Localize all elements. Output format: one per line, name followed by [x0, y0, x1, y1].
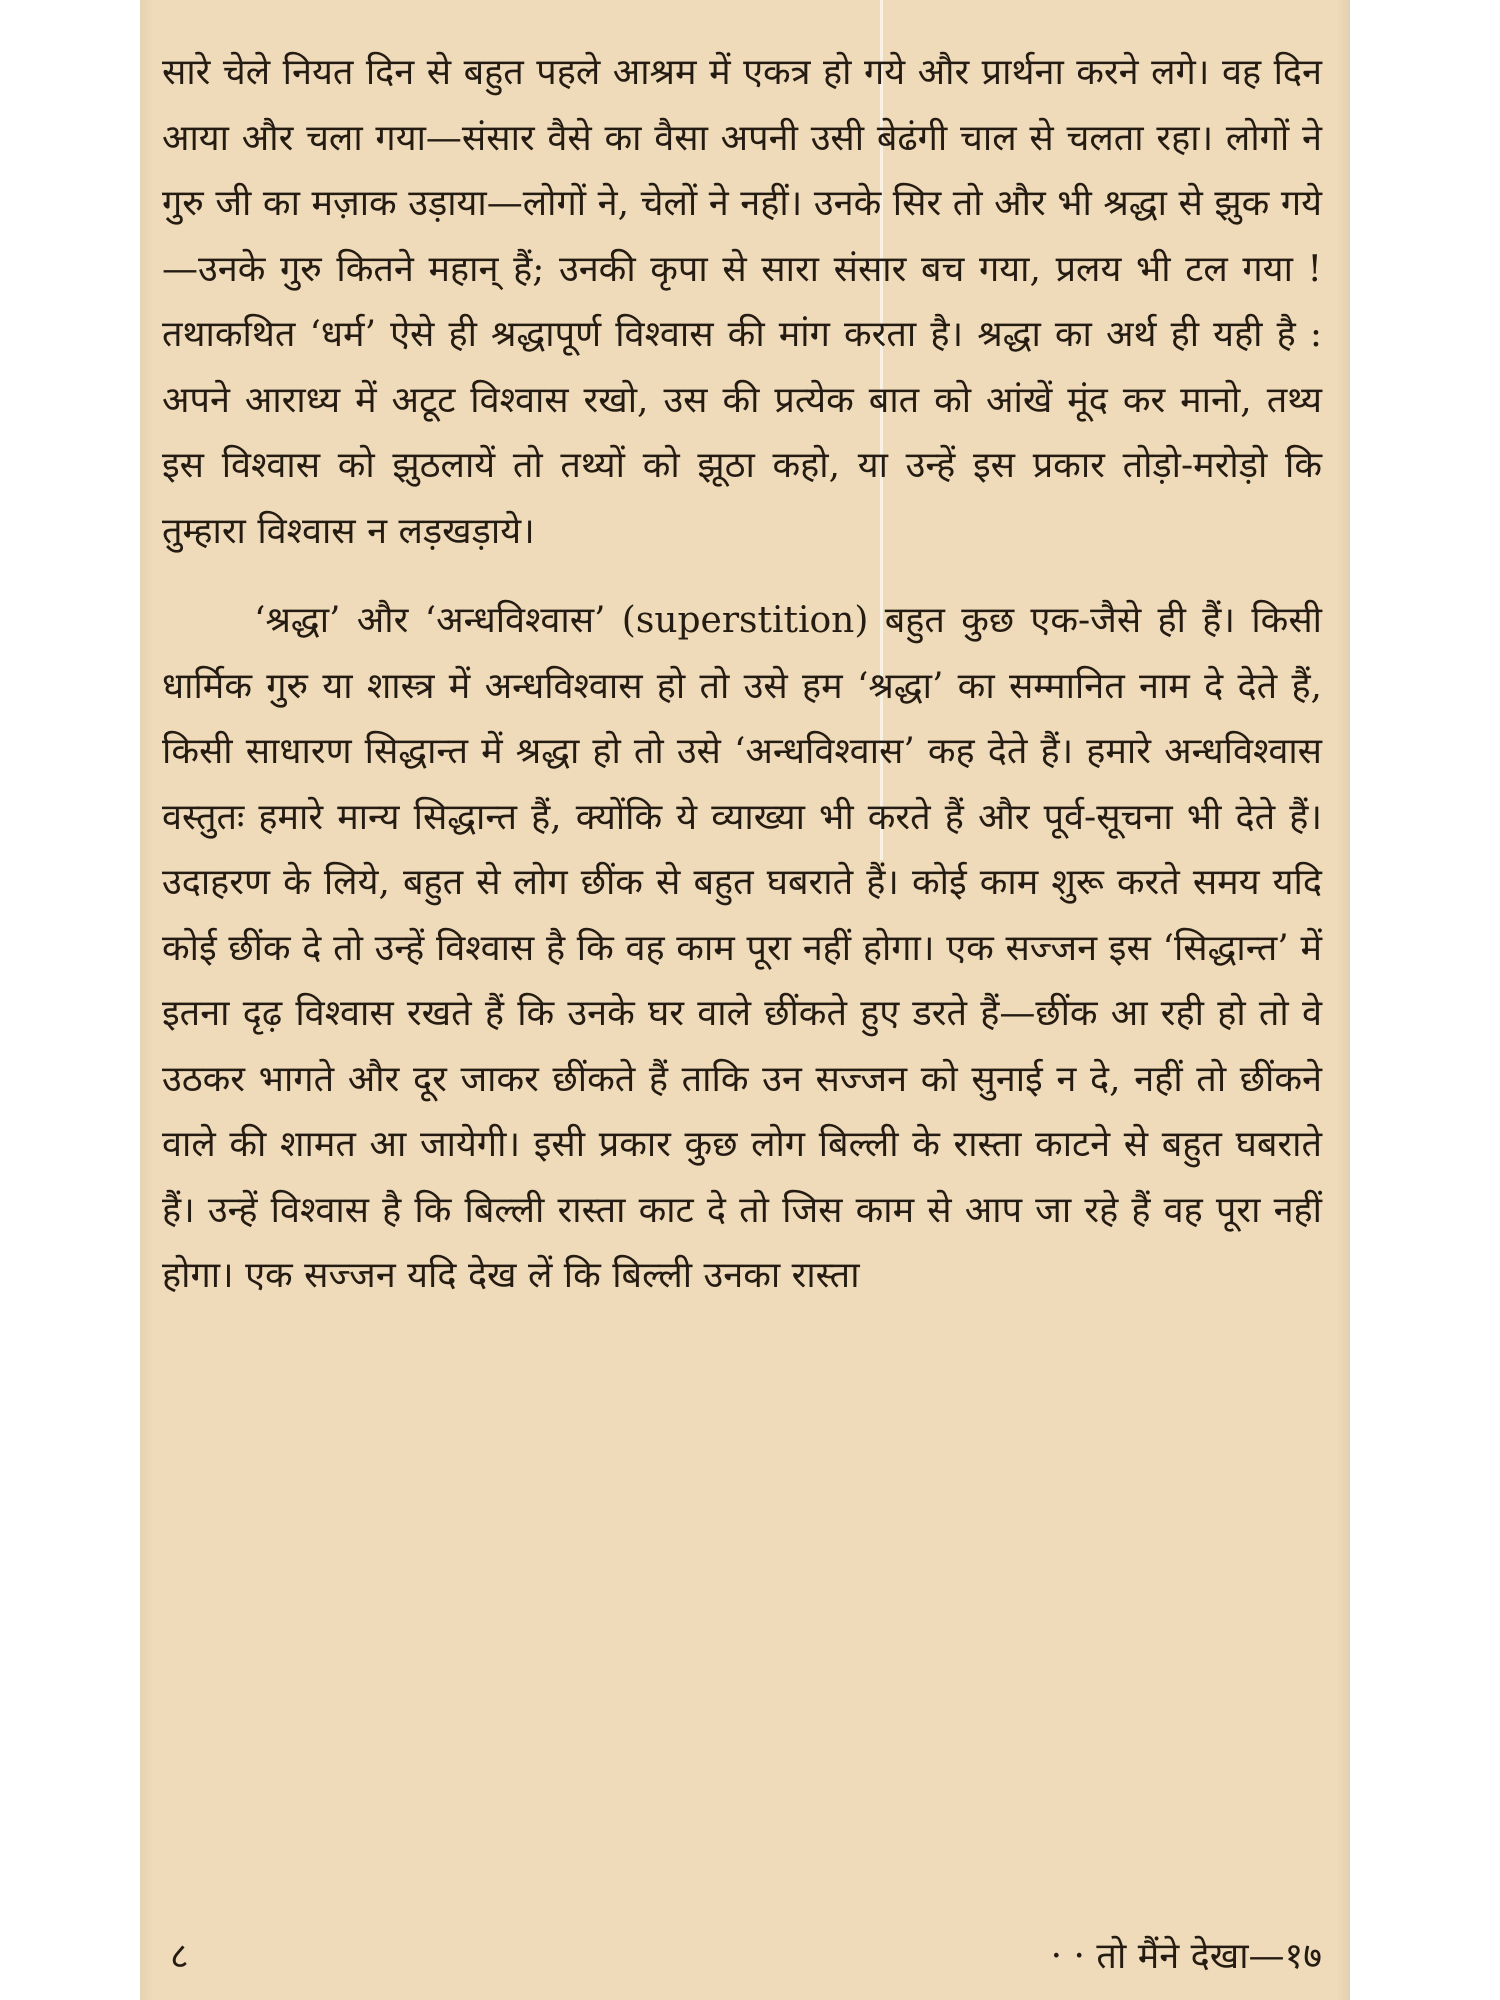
running-title: · · तो मैंने देखा—१७ [1050, 1936, 1322, 1977]
paragraph-1: सारे चेले नियत दिन से बहुत पहले आश्रम में एकत्र हो गये और प्रार्थना करने लगे। वह दिन आया और चला गया—संसार वैसे का वैसा अपनी उसी बेढंगी चाल से चलता रहा। लोगों ने गुरु जी का मज़ाक उड़ाया—लोगों ने, चेलों ने नहीं। उनके सिर तो और भी श्रद्धा से झुक गये—उनके गुरु कितने महान् हैं; उनकी कृपा से सारा संसार बच गया, प्रलय भी टल गया ! तथाकथित ‘धर्म’ ऐसे ही श्रद्धापूर्ण विश्वास की मांग करता है। श्रद्धा का अर्थ ही यही है : अपने आराध्य में अटूट विश्वास रखो, उस की प्रत्येक बात को आंखें मूंद कर मानो, तथ्य इस विश्वास को झुठलायें तो तथ्यों को झूठा कहो, या उन्हें इस प्रकार तोड़ो-मरोड़ो कि तुम्हारा विश्वास न लड़खड़ाये। [162, 52, 1322, 552]
page-number: ८ [170, 1936, 189, 1977]
book-page [140, 0, 1350, 2000]
paragraph-2: ‘श्रद्धा’ और ‘अन्धविश्वास’ (superstition) बहुत कुछ एक-जैसे ही हैं। किसी धार्मिक गुरु या शास्त्र में अन्धविश्वास हो तो उसे हम ‘श्रद्धा’ का सम्मानित नाम दे देते हैं, किसी साधारण सिद्धान्त में श्रद्धा हो तो उसे ‘अन्धविश्वास’ कह देते हैं। हमारे अन्धविश्वास वस्तुतः हमारे मान्य सिद्धान्त हैं, क्योंकि ये व्याख्या भी करते हैं और पूर्व-सूचना भी देते हैं। उदाहरण के लिये, बहुत से लोग छींक से बहुत घबराते हैं। कोई काम शुरू करते समय यदि कोई छींक दे तो उन्हें विश्वास है कि वह काम पूरा नहीं होगा। एक सज्जन इस ‘सिद्धान्त’ में इतना दृढ़ विश्वास रखते हैं कि उनके घर वाले छींकते हुए डरते हैं—छींक आ रही हो तो वे उठकर भागते और दूर जाकर छींकते हैं ताकि उन सज्जन को सुनाई न दे, नहीं तो छींकने वाले की शामत आ जायेगी। इसी प्रकार कुछ लोग बिल्ली के रास्ता काटने से बहुत घबराते हैं। उन्हें विश्वास है कि बिल्ली रास्ता काट दे तो जिस काम से आप जा रहे हैं वह पूरा नहीं होगा। एक सज्जन यदि देख लें कि बिल्ली उनका रास्ता [162, 600, 1322, 1296]
body-text [162, 40, 1322, 1309]
page-footer [162, 1930, 1322, 1980]
